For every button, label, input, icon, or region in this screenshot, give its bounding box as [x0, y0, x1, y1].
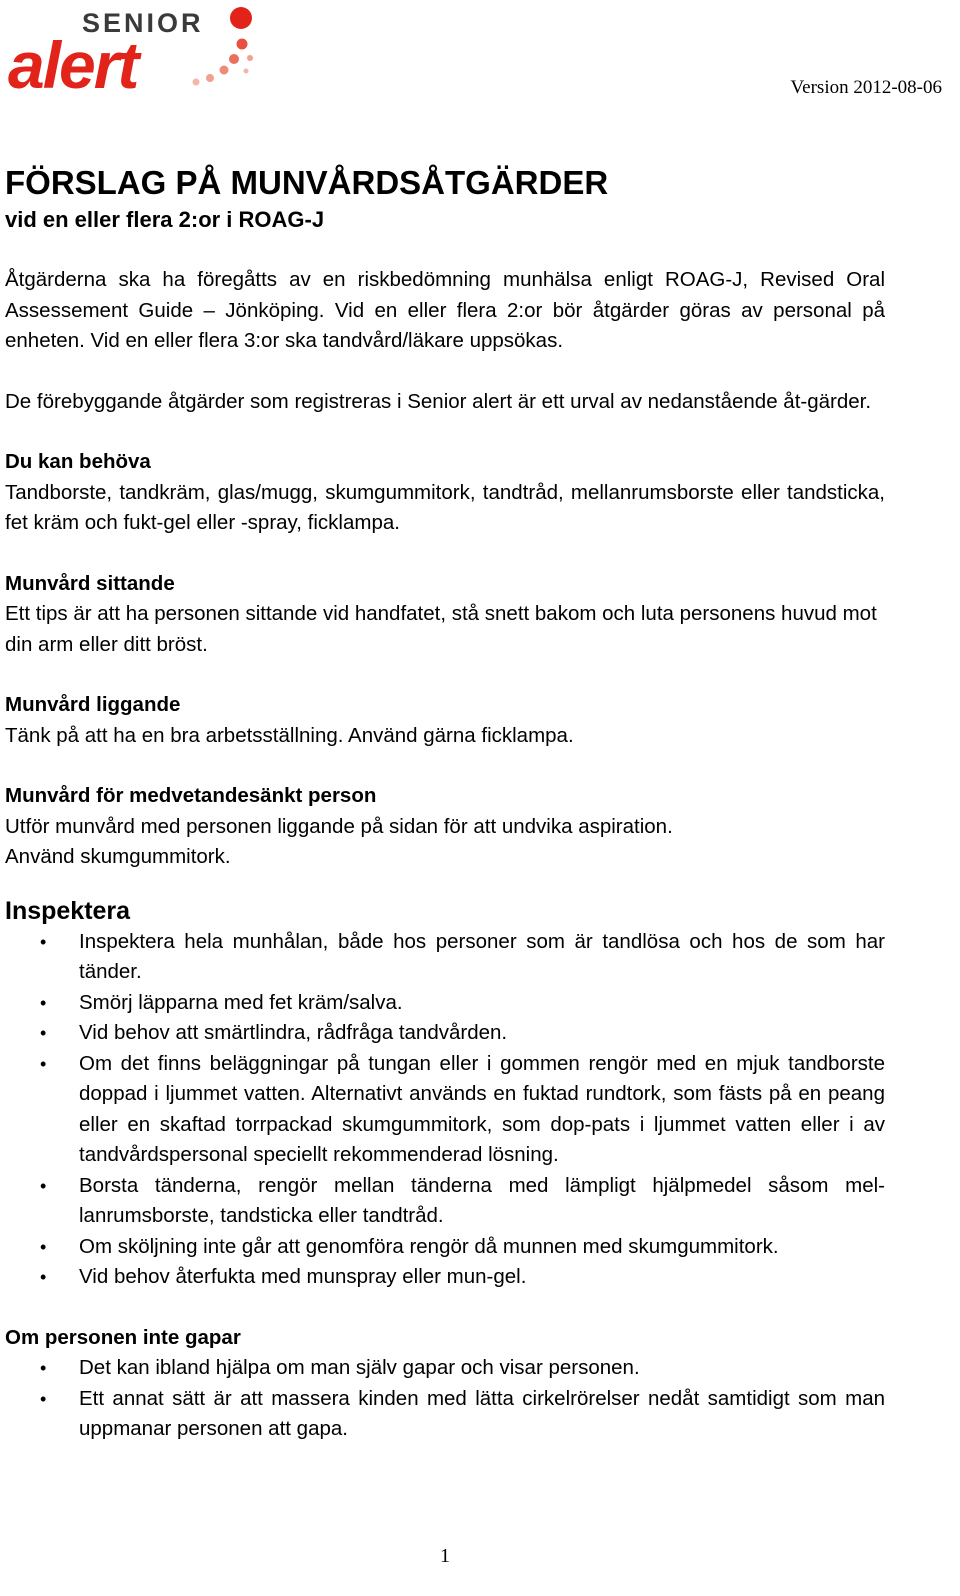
list-item [5, 1018, 885, 1049]
list-item [5, 1049, 885, 1171]
page-title: FÖRSLAG PÅ MUNVÅRDSÅTGÄRDER [5, 164, 609, 201]
bullet-icon: • [40, 1236, 47, 1257]
list-item-text: Om sköljning inte går att genomföra rengör då munnen med skumgummitork. [79, 1234, 779, 1258]
svg-text:alert: alert [8, 28, 138, 96]
inspect-list [5, 927, 885, 1293]
section-heading: Munvård för medvetandesänkt person [5, 784, 377, 807]
section-text: Ett tips är att ha personen sittande vid handfatet, stå snett bakom och luta personens huvud mot din arm eller ditt bröst. [5, 602, 877, 656]
bullet-icon: • [40, 1175, 47, 1196]
page-subtitle: vid en eller flera 2:or i ROAG-J [5, 207, 325, 232]
list-item [5, 1232, 885, 1263]
section-text: Utför munvård med personen liggande på sidan för att undvika aspiration. [5, 814, 673, 838]
section-text: Tandborste, tandkräm, glas/mugg, skumgummitork, tandtråd, mellanrumsborste eller tandsticka, fet kräm och fukt-gel eller -spray, ficklampa. [5, 480, 885, 534]
list-item [5, 1353, 885, 1384]
list-item-text: Vid behov att smärtlindra, rådfråga tandvården. [79, 1021, 508, 1044]
gapar-list [5, 1353, 885, 1445]
list-item-text: Om det finns beläggningar på tungan eller i gommen rengör med en mjuk tandborste doppad i ljummet vatten. Alternativt används en fuktad rundtork, som fästs på en peang eller en skaftad torrpackad skumgummitork, som dop-pats i ljummet vatten eller i av tandvårdspersonal speciellt rekommenderad lösning. [79, 1051, 885, 1166]
section-heading: Munvård sittande [5, 571, 175, 595]
section-heading: Du kan behöva [5, 450, 151, 473]
preventive-paragraph: De förebyggande åtgärder som registreras i Senior alert är ett urval av nedanstående åt-gärder. [5, 389, 872, 413]
section-gapar [5, 1323, 885, 1445]
list-item-text: Inspektera hela munhålan, både hos personer som är tandlösa och hos de som har tänder. [79, 929, 885, 983]
version-label: Version 2012-08-06 [790, 77, 942, 98]
list-item-text: Ett annat sätt är att massera kinden med lätta cirkelrörelser nedåt samtidigt som man uppmanar personen att gapa. [79, 1386, 885, 1440]
bullet-icon: • [40, 1053, 47, 1074]
list-item-text: Vid behov återfukta med munspray eller mun-gel. [79, 1265, 527, 1288]
bullet-icon: • [40, 1358, 47, 1378]
section-heading: Om personen inte gapar [5, 1325, 241, 1349]
document-body [5, 163, 885, 1445]
bullet-icon: • [40, 1388, 47, 1409]
page-number: 1 [440, 1545, 450, 1567]
svg-text:SENIOR: SENIOR [82, 8, 204, 38]
section-du-kan-behova [5, 447, 885, 539]
intro-paragraph: Åtgärderna ska ha föregåtts av en riskbedömning munhälsa enligt ROAG-J, Revised Oral Assessement Guide – Jönköping. Vid en eller flera 2:or bör åtgärder göras av personal på enheten. Vid en eller flera 3:or ska tandvård/läkare uppsökas. [5, 268, 885, 352]
inspect-heading: Inspektera [5, 896, 131, 925]
list-item [5, 988, 885, 1019]
senior-alert-logo [6, 4, 256, 96]
list-item [5, 1171, 885, 1232]
list-item [5, 927, 885, 988]
list-item-text: Det kan ibland hjälpa om man själv gapar och visar personen. [79, 1356, 640, 1379]
list-item-text: Borsta tänderna, rengör mellan tänderna med lämpligt hjälpmedel såsom mel-lanrumsborste, tandsticka eller tandtråd. [79, 1173, 885, 1227]
section-medvetandesankt [5, 781, 885, 873]
bullet-icon: • [40, 931, 47, 952]
section-text: Tänk på att ha en bra arbetsställning. Använd gärna ficklampa. [5, 723, 574, 747]
section-heading: Munvård liggande [5, 693, 181, 716]
bullet-icon: • [40, 1267, 47, 1287]
list-item-text: Smörj läpparna med fet kräm/salva. [79, 990, 403, 1014]
list-item [5, 1262, 885, 1293]
bullet-icon: • [40, 1023, 47, 1043]
bullet-icon: • [40, 992, 47, 1013]
section-munvard-sittande [5, 569, 885, 661]
list-item [5, 1384, 885, 1445]
section-munvard-liggande [5, 690, 885, 751]
section-text-2: Använd skumgummitork. [5, 845, 231, 868]
